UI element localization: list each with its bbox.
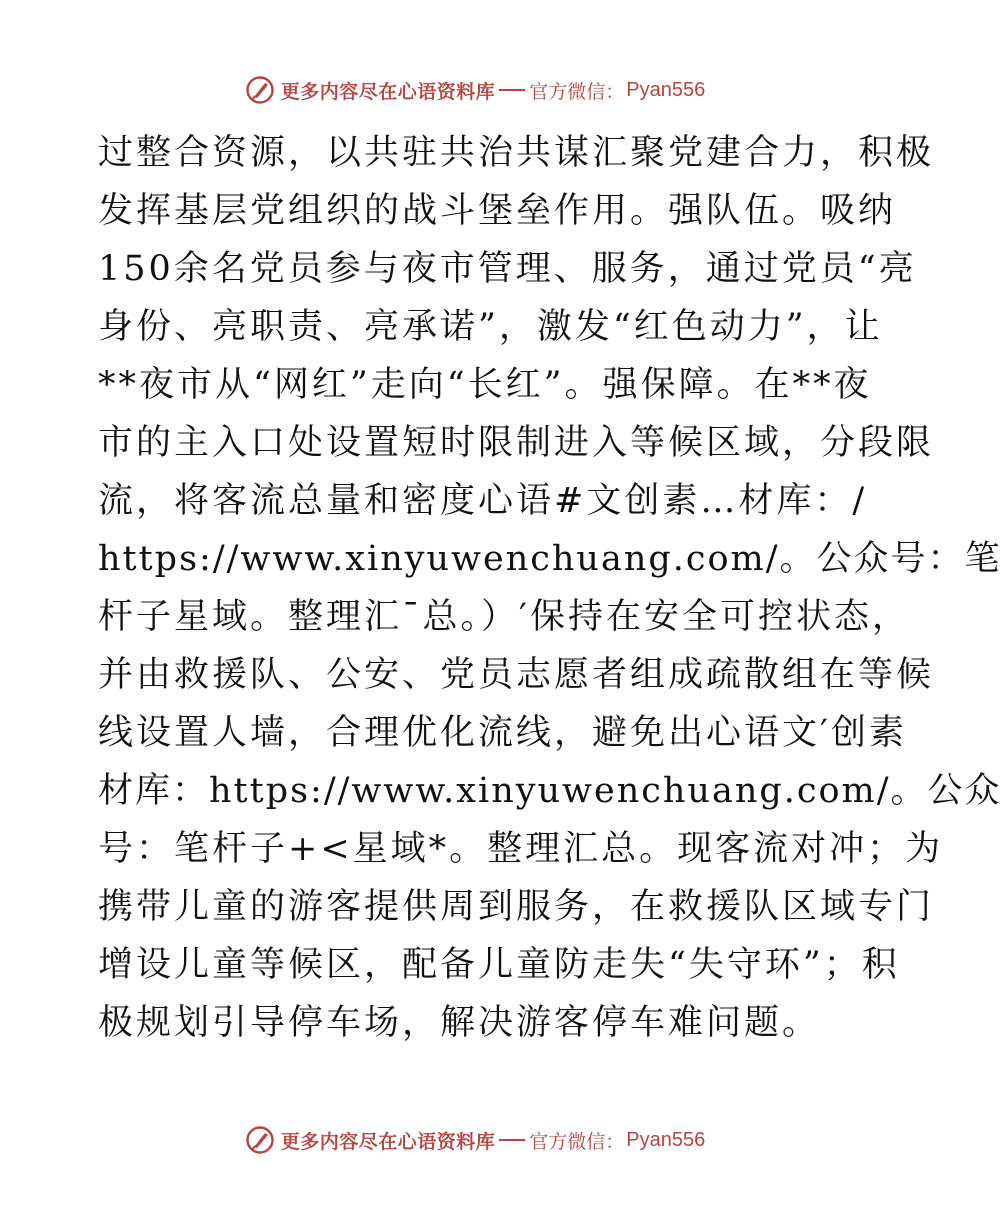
- quill-pen-logo-icon: [245, 75, 275, 105]
- text-line: 杆子星域。整理汇¯总。）′保持在安全可控状态，: [98, 597, 910, 637]
- text-line: 材库：https://www.xinyuwenchuang.com/。公众: [98, 771, 1002, 811]
- text-line: 并由救援队、公安、党员志愿者组成疏散组在等候: [98, 655, 935, 695]
- text-line: 发挥基层党组织的战斗堡垒作用。强队伍。吸纳: [98, 191, 897, 231]
- text-line: 号：笔杆子+<星域*。整理汇总。现客流对冲；为: [98, 829, 944, 869]
- text-line: **夜市从“网红”走向“长红”。强保障。在**夜: [98, 365, 872, 405]
- text-line: https://www.xinyuwenchuang.com/。公众号：笔: [98, 539, 1002, 579]
- text-line: 增设儿童等候区，配备儿童防走失“失守环”；积: [98, 945, 900, 985]
- quill-pen-logo-icon: [245, 1125, 275, 1155]
- footer-dash: [499, 1139, 525, 1141]
- header-banner: [0, 70, 950, 110]
- header-dash: [499, 89, 525, 91]
- text-line: 线设置人墙，合理优化流线，避免出心语文′创素: [98, 713, 907, 753]
- text-line: 市的主入口处设置短时限制进入等候区域，分段限: [98, 423, 935, 463]
- text-line: 极规划引导停车场，解决游客停车难问题。: [98, 1003, 821, 1043]
- footer-brand-text: 更多内容尽在心语资料库: [280, 1130, 496, 1153]
- header-wechat-label: 官方微信：: [529, 80, 625, 103]
- text-line: 过整合资源，以共驻共治共谋汇聚党建合力，积极: [98, 133, 935, 173]
- text-line: 携带儿童的游客提供周到服务，在救援队区域专门: [98, 887, 935, 927]
- text-line: 流，将客流总量和密度心语#文创素…材库：/: [98, 481, 868, 521]
- header-wechat-id: Pyan556: [626, 78, 706, 101]
- footer-wechat-id: Pyan556: [626, 1128, 706, 1151]
- text-line: 身份、亮职责、亮承诺”，激发“红色动力”，让: [98, 307, 883, 347]
- footer-banner: [0, 1120, 950, 1160]
- text-line: 150余名党员参与夜市管理、服务，通过党员“亮: [98, 249, 917, 289]
- header-brand-text: 更多内容尽在心语资料库: [280, 80, 496, 103]
- document-body: [98, 124, 1002, 1052]
- footer-wechat-label: 官方微信：: [529, 1130, 625, 1153]
